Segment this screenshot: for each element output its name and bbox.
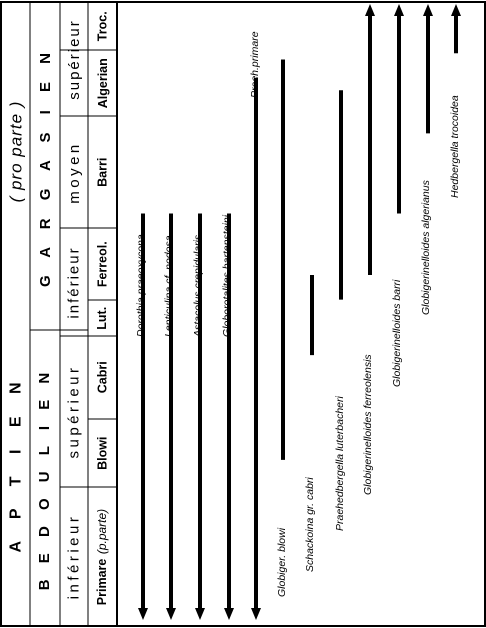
zone-primare-note: (p.parte) — [95, 508, 110, 554]
zone-primare-cell — [88, 487, 117, 626]
zone-algerian: Algerian — [95, 57, 110, 109]
range-arrow-down — [251, 608, 261, 620]
range-arrow-down — [195, 608, 205, 620]
species-label-globig-algerianus: Globigerinelloides algerianus — [420, 180, 432, 315]
zone-troc: Troc. — [95, 11, 110, 41]
species-label-globiger-blowi: Globiger. blowi — [276, 527, 288, 597]
range-arrow-up — [365, 4, 375, 16]
substage-gargasien-cell — [30, 2, 60, 330]
substage-bedoulien-cell — [30, 330, 60, 626]
zone-barri: Barri — [95, 157, 110, 187]
zone-ferreol-cell — [88, 228, 117, 300]
species-label-dorothia: Dorothia praeoxycona — [135, 234, 147, 337]
range-arrow-up — [394, 4, 404, 16]
division-bed-sup-cell — [60, 336, 88, 487]
division-garg-sup-cell — [60, 2, 88, 116]
substage-gargasien: G A R G A S I E N — [36, 45, 54, 287]
zone-barri-cell — [88, 116, 117, 228]
range-arrow-up — [451, 4, 461, 16]
range-arrow-up — [423, 4, 433, 16]
stage-label: A P T I E N — [7, 373, 25, 553]
species-label-schackoina: Schackoina gr. cabri — [304, 477, 316, 572]
division-garg-moy: moyen — [65, 140, 83, 204]
pro-parte-label: ( pro parte ) — [6, 100, 26, 202]
zone-blowi-cell — [88, 419, 117, 487]
zone-primare: Primare — [95, 558, 110, 605]
range-arrow-down — [138, 608, 148, 620]
pro-parte-cell — [2, 2, 30, 300]
division-garg-inf: inférieur — [65, 245, 83, 319]
zone-lut-cell — [88, 300, 117, 336]
zone-troc-cell — [88, 2, 117, 50]
division-bed-inf: inférieur — [65, 513, 83, 600]
range-arrow-down — [224, 608, 234, 620]
zone-cabri: Cabri — [95, 361, 110, 394]
zone-primare-group — [95, 508, 111, 604]
range-arrow-down — [166, 608, 176, 620]
division-garg-moy-cell — [60, 116, 88, 228]
zone-blowi: Blowi — [95, 436, 110, 470]
species-label-praeh-primare: Praeh.primare — [249, 31, 261, 98]
species-label-globig-ferreolensis: Globigerinelloides ferreolensis — [362, 354, 374, 495]
division-bed-sup: supérieur — [65, 364, 83, 459]
division-garg-sup: supérieur — [65, 18, 83, 100]
species-label-hedbergella: Hedbergella trocoidea — [449, 95, 461, 198]
zone-lut: Lut. — [95, 306, 110, 330]
species-label-lenticulina: Lenticulina cf. nodosa — [163, 235, 175, 337]
division-garg-inf-cell — [60, 228, 88, 336]
species-label-globorotalites: Globorotalites bartensteini — [221, 215, 233, 337]
substage-bedoulien: B E D O U L I E N — [36, 366, 54, 590]
zone-algerian-cell — [88, 50, 117, 116]
division-bed-inf-cell — [60, 487, 88, 626]
zone-ferreol: Ferreol. — [95, 241, 110, 287]
species-range-bars — [135, 4, 461, 620]
species-label-astacolus: Astacolus crepidularis — [192, 234, 204, 337]
species-label-praehedbergella: Praehedbergella luterbacheri — [334, 396, 346, 531]
stage-label-cell — [2, 300, 30, 626]
species-label-globig-barri: Globigerinelloides barri — [391, 279, 403, 387]
zone-cabri-cell — [88, 336, 117, 419]
